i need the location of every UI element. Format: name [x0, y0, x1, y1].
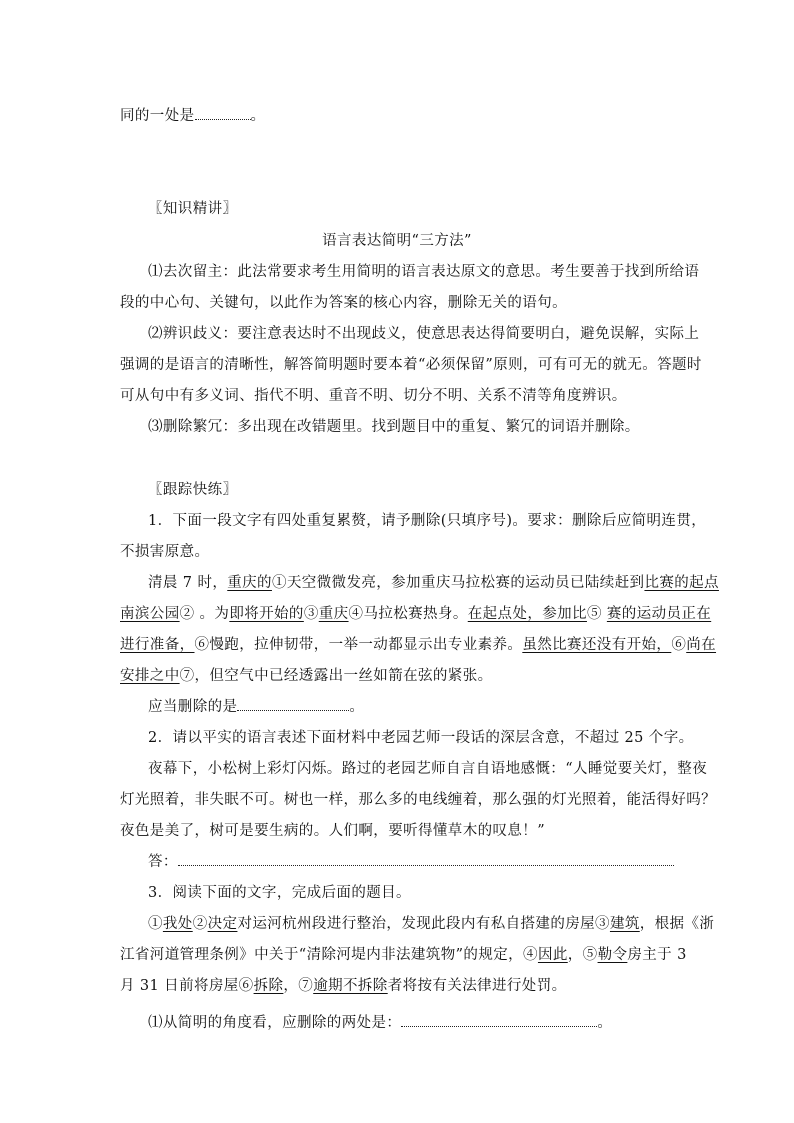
text-segment: ① — [148, 916, 163, 932]
q1-prompt-line1: 1．下面一段文字有四处重复累赘，请予删除(只填序号)。要求：删除后应简明连贯， — [148, 513, 707, 529]
text-segment: ④马拉松赛热身。 — [348, 606, 468, 622]
text-segment: 江省河道管理条例》中关于“清除河堤内非法建筑物”的规定，④ — [120, 947, 538, 963]
knowledge-p2-line3: 可从句中有多义词、指代不明、重音不明、切分不明、关系不清等角度辨识。 — [120, 388, 627, 404]
underlined-segment: 拆除 — [253, 978, 284, 994]
text-segment: ①天空微微发亮，参加重庆马拉松赛的运动员已陆续赶到 — [271, 575, 645, 591]
text-segment: 月 31 日前将房屋⑥ — [120, 978, 254, 994]
underlined-segment: 进行准备， — [120, 637, 195, 653]
answer-label: 答： — [148, 854, 178, 870]
q1-passage-line1 — [148, 571, 719, 592]
q1-passage-line3 — [120, 633, 716, 654]
underlined-segment: 决定 — [207, 916, 238, 932]
q2-material-line1: 夜幕下，小松树上彩灯闪烁。路过的老园艺师自言自语地感慨：“人睡觉要关灯，整夜 — [148, 761, 708, 777]
underlined-segment: 南滨公园 — [120, 606, 180, 622]
text-segment: 清晨 7 时， — [148, 575, 228, 591]
q3-sub1-line — [148, 1011, 612, 1032]
answer-end: 。 — [597, 1015, 613, 1031]
underlined-segment: 逾期不拆除 — [313, 978, 388, 994]
underlined-segment: 因此 — [537, 947, 568, 963]
underlined-segment: 在起点处，参加比 — [467, 606, 587, 622]
knowledge-p1-line1: ⑴去次留主：此法常要求考生用简明的语言表达原文的意思。考生要善于找到所给语 — [148, 264, 700, 280]
knowledge-title: 语言表达简明“三方法” — [322, 233, 472, 249]
text-segment: ⑥ — [671, 637, 687, 653]
underlined-segment: 勒令 — [597, 947, 628, 963]
underlined-segment: 即将开始的 — [229, 606, 304, 622]
text-segment: ⑦，但空气中已经透露出一丝如箭在弦的紧张。 — [179, 668, 493, 684]
text-segment: ⑤ — [586, 606, 607, 622]
fragment-end: 。 — [250, 108, 266, 124]
q2-material-line2: 灯光照着，非失眠不可。树也一样，那么多的电线缠着，那么强的灯光照着，能活得好吗？ — [120, 792, 716, 808]
underlined-segment: 比赛的起点 — [644, 575, 719, 591]
q1-answer-line — [148, 695, 364, 716]
q3-passage-line3 — [120, 974, 567, 995]
underlined-segment: 尚在 — [686, 637, 717, 653]
q3-passage-line2 — [120, 943, 687, 964]
answer-end: 。 — [349, 699, 365, 715]
knowledge-header: 〖知识精讲〗 — [148, 201, 238, 217]
q2-prompt: 2．请以平实的语言表述下面材料中老园艺师一段话的深层含意，不超过 25 个字。 — [148, 730, 694, 746]
underlined-segment: 我处 — [162, 916, 193, 932]
q3-passage-line1 — [148, 912, 714, 933]
q2-material-line3: 夜色是美了，树可是要生病的。人们啊，要听得懂草木的叹息！” — [120, 823, 546, 839]
text-segment: 对运河杭州段进行整治，发现此段内有私自搭建的房屋③ — [237, 916, 610, 932]
text-segment: ② — [192, 916, 208, 932]
underlined-segment: 重庆 — [318, 606, 349, 622]
knowledge-p3-line1: ⑶删除繁冗：多出现在改错题里。找到题目中的重复、繁冗的词语并删除。 — [148, 419, 640, 435]
knowledge-p2-line2: 强调的是语言的清晰性，解答简明题时要本着“必须保留”原则，可有可无的就无。答题时 — [120, 357, 702, 373]
answer-blank[interactable] — [401, 1012, 597, 1027]
text-segment: 房主于 3 — [627, 947, 687, 963]
text-segment: ⑥慢跑，拉伸韧带，一举一动都显示出专业素养。 — [194, 637, 523, 653]
answer-label: 应当删除的是 — [148, 699, 238, 715]
underlined-segment: 重庆的 — [227, 575, 272, 591]
text-segment: ② 。为 — [179, 606, 230, 622]
knowledge-p1-line2: 段的中心句、关键句，以此作为答案的核心内容，删除无关的语句。 — [120, 295, 567, 311]
text-segment: 者将按有关法律进行处罚。 — [387, 978, 567, 994]
text-segment: ，⑦ — [283, 978, 314, 994]
practice-header: 〖跟踪快练〗 — [148, 482, 238, 498]
text-segment: ，根据《浙 — [639, 916, 715, 932]
underlined-segment: 安排之中 — [120, 668, 180, 684]
continued-answer-line — [120, 104, 265, 125]
text-segment: ，⑤ — [567, 947, 598, 963]
q1-passage-line2 — [120, 602, 711, 623]
q1-passage-line4 — [120, 664, 493, 685]
q1-prompt-line2: 不损害原意。 — [120, 544, 210, 560]
sub-question-label: ⑴从简明的角度看，应删除的两处是： — [148, 1015, 402, 1031]
answer-blank — [195, 105, 251, 120]
underlined-segment: 赛的运动员正在 — [606, 606, 712, 622]
fragment-text: 同的一处是 — [120, 108, 195, 124]
knowledge-p2-line1: ⑵辨识歧义：要注意表达时不出现歧义，使意思表达得简要明白，避免误解，实际上 — [148, 326, 700, 342]
q3-prompt: 3．阅读下面的文字，完成后面的题目。 — [148, 885, 411, 901]
answer-blank[interactable] — [178, 851, 674, 866]
underlined-segment: 建筑 — [609, 916, 640, 932]
q2-answer-line — [148, 850, 674, 871]
text-segment: ③ — [303, 606, 319, 622]
answer-blank[interactable] — [237, 696, 349, 711]
underlined-segment: 虽然比赛还没有开始， — [522, 637, 672, 653]
